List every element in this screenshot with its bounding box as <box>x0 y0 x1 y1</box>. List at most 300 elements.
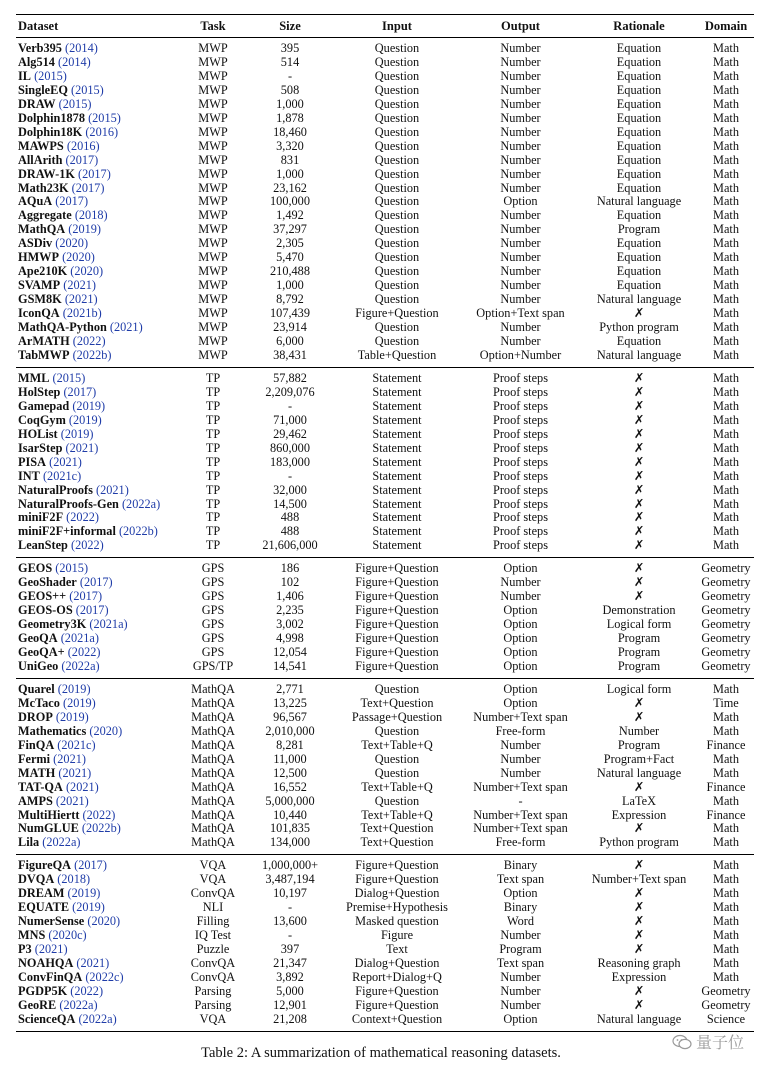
dataset-citation[interactable]: (2021a) <box>60 631 99 646</box>
cell-domain: Math <box>713 222 739 237</box>
dataset-name: TAT-QA <box>18 779 63 794</box>
cell-size: 5,470 <box>276 250 304 265</box>
dataset-name: PISA <box>18 454 47 469</box>
cell-input: Question <box>374 138 420 153</box>
dataset-citation[interactable]: (2014) <box>65 41 98 55</box>
cell-task: MWP <box>198 236 228 251</box>
cell-domain: Math <box>713 496 739 511</box>
cell-task: TP <box>205 524 221 539</box>
cell-task: GPS <box>201 603 225 618</box>
cell-input: Question <box>374 765 420 780</box>
cell-task: Parsing <box>194 983 232 998</box>
cell-task: GPS <box>201 589 225 604</box>
dataset-citation[interactable]: (2021) <box>96 482 129 497</box>
dataset-citation[interactable]: (2021) <box>58 765 92 780</box>
dataset-citation[interactable]: (2015) <box>55 561 89 576</box>
cell-rationale: Equation <box>616 334 662 349</box>
dataset-citation[interactable]: (2017) <box>65 152 99 167</box>
cell-task: MWP <box>198 96 228 111</box>
cell-task: MWP <box>198 264 228 279</box>
dataset-citation[interactable]: (2019) <box>62 695 96 710</box>
header-task: Task <box>179 15 247 38</box>
table-row <box>16 725 754 739</box>
dataset-citation[interactable]: (2021) <box>65 440 99 455</box>
table-row <box>16 590 754 604</box>
dataset-name: Verb395 <box>18 41 62 55</box>
dataset-citation[interactable]: (2022c) <box>85 970 124 984</box>
cell-dataset <box>16 618 179 632</box>
cell-size: 11,000 <box>273 751 307 766</box>
dataset-citation[interactable]: (2020) <box>70 264 104 279</box>
cell-output: Proof steps <box>493 510 548 525</box>
dataset-name: IsarStep <box>18 440 63 455</box>
dataset-citation[interactable]: (2022a) <box>59 997 98 1012</box>
cell-input: Question <box>374 250 420 265</box>
cell-dataset <box>16 646 179 660</box>
dataset-citation[interactable]: (2022) <box>70 983 104 998</box>
cell-output: Number <box>500 180 541 195</box>
cell-rationale: ✗ <box>633 997 645 1012</box>
cell-size: - <box>287 900 293 915</box>
cell-input: Question <box>374 222 420 237</box>
cell-output: Option <box>503 695 538 710</box>
table-row <box>16 428 754 442</box>
dataset-citation[interactable]: (2021) <box>49 454 82 469</box>
table-row <box>16 999 754 1013</box>
cell-task: TP <box>205 454 221 469</box>
cell-rationale: Equation <box>616 278 662 293</box>
table-row <box>16 711 754 725</box>
cell-output: Option <box>503 631 538 646</box>
table-row <box>16 470 754 484</box>
cell-dataset <box>16 836 179 854</box>
dataset-citation[interactable]: (2019) <box>72 398 106 413</box>
table-row <box>16 887 754 901</box>
cell-task: MWP <box>198 68 228 83</box>
cell-dataset <box>16 498 179 512</box>
dataset-citation[interactable]: (2022) <box>82 807 116 822</box>
dataset-citation[interactable]: (2020) <box>55 236 89 251</box>
dataset-citation[interactable]: (2019) <box>60 426 94 441</box>
cell-dataset <box>16 781 179 795</box>
cell-size: 514 <box>280 54 300 69</box>
dataset-citation[interactable]: (2021) <box>34 942 68 957</box>
table-row <box>16 558 754 576</box>
cell-input: Statement <box>372 398 422 413</box>
dataset-citation[interactable]: (2022b) <box>81 821 121 836</box>
cell-dataset <box>16 154 179 168</box>
cell-domain: Math <box>713 236 739 251</box>
dataset-citation[interactable]: (2017) <box>69 589 103 604</box>
dataset-citation[interactable]: (2021c) <box>57 737 96 752</box>
cell-task: NLI <box>202 900 224 915</box>
table-row <box>16 836 754 854</box>
table-row <box>16 335 754 349</box>
cell-rationale: Equation <box>616 124 662 139</box>
table-row <box>16 753 754 767</box>
dataset-citation[interactable]: (2021) <box>76 956 110 971</box>
cell-task: ConvQA <box>190 956 236 971</box>
cell-input: Question <box>374 110 420 125</box>
dataset-name: FinQA <box>18 737 55 752</box>
cell-output: Proof steps <box>493 468 548 483</box>
dataset-citation[interactable]: (2019) <box>68 222 102 237</box>
cell-rationale: ✗ <box>633 370 645 385</box>
cell-input: Figure+Question <box>355 872 439 887</box>
dataset-citation[interactable]: (2017) <box>78 166 111 181</box>
dataset-name: GEOS-OS <box>18 603 73 618</box>
cell-domain: Math <box>713 54 739 69</box>
dataset-name: HolStep <box>18 384 61 399</box>
dataset-citation[interactable]: (2022) <box>66 510 99 525</box>
cell-output: Proof steps <box>493 426 548 441</box>
cell-rationale: ✗ <box>633 575 645 590</box>
dataset-name: AllArith <box>18 152 63 167</box>
dataset-citation[interactable]: (2022a) <box>121 496 161 511</box>
dataset-citation[interactable]: (2021) <box>109 320 143 335</box>
cell-dataset <box>16 957 179 971</box>
cell-task: TP <box>205 426 221 441</box>
dataset-citation[interactable]: (2017) <box>75 603 109 618</box>
cell-output: Program <box>499 942 542 957</box>
table-row <box>16 400 754 414</box>
table-row <box>16 293 754 307</box>
cell-size: 1,878 <box>276 110 304 125</box>
cell-domain: Math <box>713 68 739 83</box>
cell-rationale: Logical form <box>606 681 672 696</box>
dataset-citation[interactable]: (2022a) <box>42 835 81 850</box>
cell-rationale: Equation <box>616 166 662 181</box>
cell-output: Binary <box>503 858 538 873</box>
cell-task: MWP <box>198 110 228 125</box>
dataset-citation[interactable]: (2017) <box>71 180 105 195</box>
cell-domain: Math <box>713 426 739 441</box>
cell-input: Text+Table+Q <box>361 779 433 794</box>
dataset-name: Quarel <box>18 681 55 696</box>
cell-output: Number <box>500 264 541 279</box>
cell-domain: Math <box>713 793 739 808</box>
dataset-citation[interactable]: (2017) <box>55 194 89 209</box>
dataset-citation[interactable]: (2019) <box>68 412 102 427</box>
dataset-citation[interactable]: (2017) <box>63 384 97 399</box>
table-row <box>16 604 754 618</box>
dataset-citation[interactable]: (2020c) <box>48 928 87 943</box>
cell-domain: Math <box>713 166 739 181</box>
cell-task: VQA <box>199 872 227 887</box>
table-row <box>16 678 754 696</box>
dataset-citation[interactable]: (2016) <box>66 138 100 153</box>
cell-domain: Geometry <box>701 983 751 998</box>
cell-task: MWP <box>198 152 228 167</box>
cell-domain: Math <box>713 278 739 293</box>
cell-size: 3,320 <box>276 138 304 153</box>
cell-rationale: Equation <box>616 236 662 251</box>
cell-input: Figure+Question <box>355 983 439 998</box>
dataset-citation[interactable]: (2021) <box>55 793 89 808</box>
dataset-citation[interactable]: (2019) <box>67 886 101 901</box>
cell-size: 14,500 <box>273 496 307 511</box>
cell-domain: Geometry <box>701 658 751 673</box>
table-row <box>16 442 754 456</box>
cell-output: Number <box>500 152 541 167</box>
cell-input: Figure+Question <box>355 589 439 604</box>
cell-rationale: Program <box>617 222 661 237</box>
dataset-citation[interactable]: (2022a) <box>61 658 100 673</box>
table-row <box>16 873 754 887</box>
cell-task: MathQA <box>191 821 235 836</box>
cell-input: Statement <box>372 482 422 497</box>
cell-input: Statement <box>372 468 422 483</box>
cell-output: Number <box>500 166 541 181</box>
cell-task: Filling <box>196 914 230 929</box>
dataset-citation[interactable]: (2021c) <box>42 468 82 483</box>
cell-task: TP <box>205 538 221 553</box>
cell-task: MathQA <box>191 765 235 780</box>
table-row <box>16 265 754 279</box>
cell-dataset <box>16 539 179 557</box>
table-row <box>16 98 754 112</box>
cell-output: Option <box>503 1011 538 1026</box>
cell-size: 488 <box>280 524 300 539</box>
cell-task: TP <box>205 440 221 455</box>
dataset-citation[interactable]: (2021) <box>64 292 98 307</box>
cell-domain: Math <box>713 821 739 836</box>
cell-rationale: Program <box>617 645 661 660</box>
dataset-name: EQUATE <box>18 900 70 915</box>
cell-input: Question <box>374 124 420 139</box>
cell-domain: Math <box>713 765 739 780</box>
dataset-name: FigureQA <box>18 858 72 873</box>
cell-input: Figure+Question <box>355 997 439 1012</box>
dataset-citation[interactable]: (2022) <box>67 645 101 660</box>
dataset-citation[interactable]: (2021) <box>65 779 99 794</box>
dataset-citation[interactable]: (2020) <box>89 723 123 738</box>
cell-domain: Math <box>713 292 739 307</box>
dataset-citation[interactable]: (2021a) <box>89 617 128 632</box>
cell-output: Number+Text span <box>473 807 568 822</box>
cell-input: Text <box>386 942 408 957</box>
cell-input: Statement <box>372 538 422 553</box>
cell-output: Proof steps <box>493 398 548 413</box>
cell-domain: Geometry <box>701 997 751 1012</box>
table-row <box>16 84 754 98</box>
cell-size: 32,000 <box>273 482 307 497</box>
dataset-name: ASDiv <box>18 236 53 251</box>
cell-input: Statement <box>372 524 422 539</box>
cell-rationale: Expression <box>611 970 667 984</box>
cell-domain: Math <box>713 82 739 97</box>
datasets-table <box>16 14 754 1032</box>
dataset-name: Lila <box>18 835 40 850</box>
dataset-citation[interactable]: (2015) <box>58 96 92 111</box>
cell-rationale: Equation <box>616 82 662 97</box>
dataset-name: SVAMP <box>18 278 61 293</box>
dataset-citation[interactable]: (2022b) <box>118 524 158 539</box>
table-row <box>16 168 754 182</box>
dataset-citation[interactable]: (2015) <box>34 68 67 83</box>
table-row <box>16 697 754 711</box>
cell-task: GPS <box>201 575 225 590</box>
cell-input: Statement <box>372 412 422 427</box>
cell-rationale: Python program <box>599 320 679 335</box>
cell-domain: Finance <box>706 737 746 752</box>
cell-dataset <box>16 367 179 385</box>
cell-rationale: Number+Text span <box>591 872 687 887</box>
dataset-name: HMWP <box>18 250 59 265</box>
cell-input: Premise+Hypothesis <box>346 900 448 915</box>
dataset-name: MathQA-Python <box>18 320 107 335</box>
dataset-name: GeoRE <box>18 997 57 1012</box>
cell-output: Option <box>503 603 538 618</box>
cell-size: 23,914 <box>273 320 307 335</box>
cell-domain: Math <box>713 194 739 209</box>
cell-size: 8,792 <box>276 292 304 307</box>
cell-domain: Math <box>713 468 739 483</box>
cell-input: Figure+Question <box>355 561 439 576</box>
cell-dataset <box>16 293 179 307</box>
dataset-citation[interactable]: (2015) <box>88 110 121 125</box>
cell-input: Masked question <box>355 914 439 929</box>
cell-domain: Geometry <box>701 617 751 632</box>
dataset-citation[interactable]: (2020) <box>62 250 95 265</box>
cell-task: GPS <box>201 645 225 660</box>
cell-input: Question <box>374 208 420 223</box>
table-row <box>16 237 754 251</box>
cell-input: Question <box>374 166 420 181</box>
cell-dataset <box>16 56 179 70</box>
cell-size: 186 <box>280 561 300 576</box>
cell-dataset <box>16 697 179 711</box>
cell-rationale: ✗ <box>633 561 645 576</box>
cell-input: Figure+Question <box>355 658 439 673</box>
dataset-citation[interactable]: (2018) <box>74 208 108 223</box>
table-row <box>16 456 754 470</box>
dataset-citation[interactable]: (2014) <box>57 54 91 69</box>
table-row <box>16 618 754 632</box>
cell-task: MWP <box>198 222 228 237</box>
cell-task: GPS <box>201 617 225 632</box>
cell-rationale: ✗ <box>633 709 645 724</box>
cell-input: Figure+Question <box>355 306 439 321</box>
table-row <box>16 498 754 512</box>
dataset-citation[interactable]: (2019) <box>55 709 89 724</box>
dataset-citation[interactable]: (2017) <box>74 858 107 873</box>
cell-size: 37,297 <box>273 222 307 237</box>
cell-size: 18,460 <box>273 124 307 139</box>
cell-task: MWP <box>198 278 228 293</box>
cell-domain: Math <box>713 942 739 957</box>
cell-domain: Math <box>713 928 739 943</box>
cell-dataset <box>16 809 179 823</box>
cell-size: 13,225 <box>273 695 307 710</box>
cell-size: 29,462 <box>273 426 307 441</box>
dataset-citation[interactable]: (2021) <box>53 751 86 766</box>
dataset-citation[interactable]: (2021) <box>63 278 97 293</box>
cell-dataset <box>16 386 179 400</box>
cell-input: Figure+Question <box>355 617 439 632</box>
cell-dataset <box>16 335 179 349</box>
cell-output: Number <box>500 292 541 307</box>
cell-size: 4,998 <box>276 631 304 646</box>
cell-dataset <box>16 678 179 696</box>
cell-dataset <box>16 223 179 237</box>
cell-domain: Math <box>713 751 739 766</box>
dataset-citation[interactable]: (2022) <box>72 334 106 349</box>
cell-dataset <box>16 632 179 646</box>
dataset-citation[interactable]: (2021b) <box>62 306 102 321</box>
cell-input: Question <box>374 681 420 696</box>
cell-dataset <box>16 822 179 836</box>
cell-output: Number <box>500 589 541 604</box>
dataset-citation[interactable]: (2020) <box>87 914 121 929</box>
cell-rationale: ✗ <box>633 454 645 469</box>
cell-output: Option <box>503 886 538 901</box>
cell-size: 5,000,000 <box>265 793 315 808</box>
dataset-citation[interactable]: (2022) <box>70 538 104 553</box>
cell-input: Question <box>374 320 420 335</box>
cell-output: Option <box>503 681 538 696</box>
header-dataset: Dataset <box>16 15 179 38</box>
dataset-name: NumGLUE <box>18 821 79 836</box>
dataset-citation[interactable]: (2022a) <box>78 1011 117 1026</box>
dataset-citation[interactable]: (2016) <box>85 124 119 139</box>
cell-size: 10,197 <box>273 886 307 901</box>
dataset-name: ConvFinQA <box>18 970 83 984</box>
cell-domain: Time <box>713 695 739 710</box>
table-row <box>16 525 754 539</box>
cell-size: 100,000 <box>270 194 310 209</box>
cell-dataset <box>16 442 179 456</box>
dataset-name: GEOS <box>18 561 53 576</box>
dataset-citation[interactable]: (2022b) <box>72 347 112 362</box>
cell-task: MWP <box>198 208 228 223</box>
cell-size: 3,487,194 <box>265 872 315 887</box>
cell-rationale: Program <box>617 737 661 752</box>
cell-dataset <box>16 279 179 293</box>
cell-task: TP <box>205 496 221 511</box>
cell-size: 21,347 <box>273 956 307 971</box>
cell-input: Question <box>374 793 420 808</box>
dataset-citation[interactable]: (2017) <box>79 575 113 590</box>
cell-dataset <box>16 525 179 539</box>
table-row <box>16 1013 754 1031</box>
cell-rationale: ✗ <box>633 510 645 525</box>
cell-dataset <box>16 711 179 725</box>
table-row <box>16 38 754 56</box>
cell-size: 12,500 <box>273 765 307 780</box>
dataset-citation[interactable]: (2015) <box>52 370 86 385</box>
dataset-citation[interactable]: (2018) <box>57 872 91 887</box>
cell-output: Number <box>500 236 541 251</box>
cell-rationale: Equation <box>616 41 662 55</box>
dataset-name: NumerSense <box>18 914 85 929</box>
cell-dataset <box>16 999 179 1013</box>
cell-size: 488 <box>280 510 300 525</box>
cell-input: Passage+Question <box>351 709 443 724</box>
dataset-citation[interactable]: (2019) <box>72 900 105 915</box>
cell-output: Number <box>500 110 541 125</box>
table-row <box>16 539 754 557</box>
dataset-group <box>16 558 754 679</box>
cell-dataset <box>16 84 179 98</box>
dataset-citation[interactable]: (2015) <box>70 82 104 97</box>
dataset-name: MML <box>18 370 50 385</box>
cell-task: MathQA <box>191 681 235 696</box>
table-row <box>16 251 754 265</box>
dataset-citation[interactable]: (2019) <box>57 681 91 696</box>
cell-output: Number <box>500 334 541 349</box>
cell-output: Proof steps <box>493 440 548 455</box>
